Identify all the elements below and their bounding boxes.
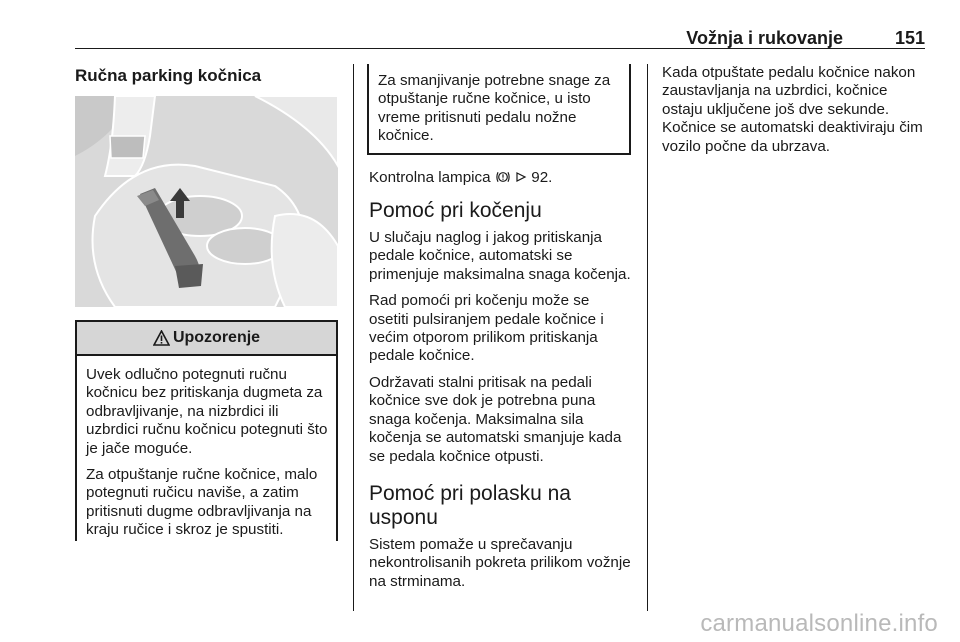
warning-header	[77, 320, 336, 356]
brake-assist-paragraph: Rad pomoći pri kočenju može se osetiti pulsiranjem pedale kočnice i većim otporom prilikom pritiskanja pedale kočnice.	[369, 292, 604, 365]
column-2	[369, 64, 633, 599]
warning-body	[77, 356, 336, 540]
section-title-hill-start: Pomoć pri polasku na usponu	[369, 481, 571, 529]
column-1	[75, 64, 340, 86]
section-title-brake-assist: Pomoć pri kočenju	[369, 199, 542, 223]
page-number: 151	[894, 28, 925, 48]
indicator-label: Kontrolna lampica	[369, 168, 491, 186]
column-divider	[353, 64, 354, 611]
warning-title: Upozorenje	[172, 329, 261, 346]
watermark: carmanualsonline.info	[700, 610, 938, 637]
page-header	[75, 26, 925, 49]
warning-paragraph: Za otpuštanje ručne kočnice, malo potegnuti ručicu naviše, a zatim pritisnuti dugme odbravljivanja na kraju ručice i skroz je spustiti.	[86, 466, 318, 539]
chapter-title: Vožnja i rukovanje	[686, 28, 843, 48]
brake-assist-paragraph: U slučaju naglog i jakog pritiskanja pedale kočnice, automatski se primenjuje maksimalna snaga kočenja.	[369, 229, 631, 283]
brake-assist-paragraph: Održavati stalni pritisak na pedali kočnice sve dok je potrebna puna snaga kočenja. Maksimalna sila kočenja se automatski smanjuje kada se pedala kočnice otpusti.	[369, 373, 622, 465]
parking-brake-illustration	[75, 96, 338, 307]
section-title-parking-brake: Ručna parking kočnica	[75, 66, 262, 85]
indicator-line	[369, 169, 633, 187]
column-3	[662, 64, 928, 164]
warning-paragraph: Uvek odlučno potegnuti ručnu kočnicu bez pritiskanja dugmeta za odbravljivanje, na nizbrdici ili uzbrdici ručnu kočnicu potegnuti što je jače moguće.	[86, 366, 328, 457]
hill-start-continued-paragraph: Kada otpuštate pedalu kočnice nakon zaustavljanja na uzbrdici, kočnice ostaju uključene još dve sekunde. Kočnice se automatski deaktiviraju čim vozilo počne da ubrzava.	[662, 64, 923, 155]
column-divider	[647, 64, 648, 611]
note-text: Za smanjivanje potrebne snage za otpuštanje ručne kočnice, u isto vreme pritisnuti pedalu nožne kočnice.	[378, 72, 611, 145]
warning-triangle-icon	[153, 330, 170, 346]
page-reference-arrow-icon	[515, 170, 527, 184]
brake-indicator-icon	[495, 170, 511, 184]
warning-box	[75, 320, 338, 541]
note-box	[367, 64, 631, 155]
hill-start-paragraph: Sistem pomaže u sprečavanju nekontrolisanih pokreta prilikom vožnje na strminama.	[369, 535, 631, 590]
indicator-page-ref: 92.	[531, 168, 553, 186]
parking-brake-drawing	[75, 96, 338, 307]
